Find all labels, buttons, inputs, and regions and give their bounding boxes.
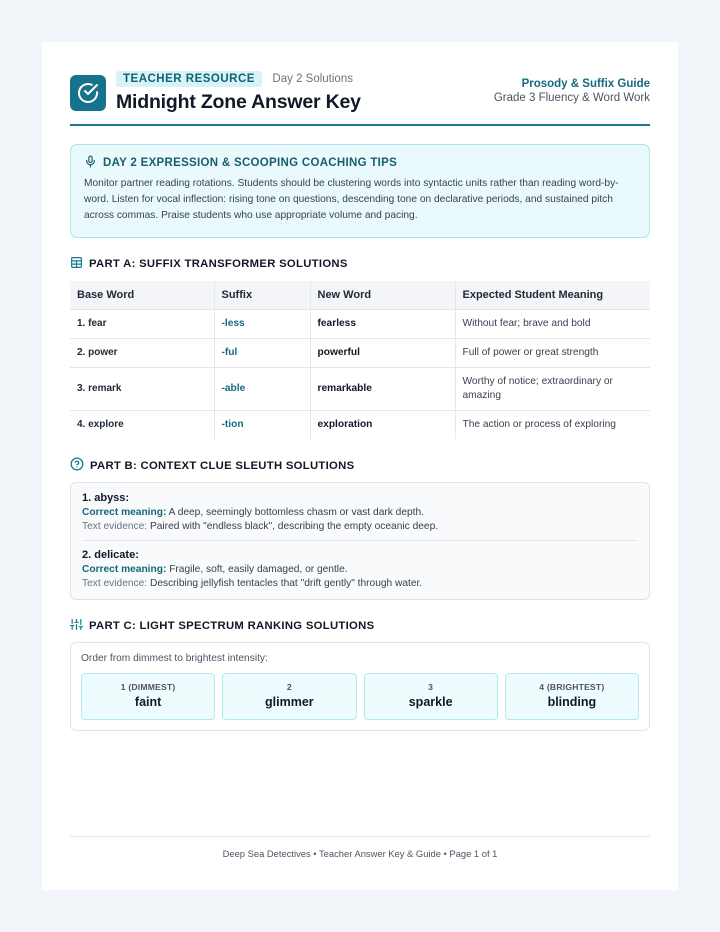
suffix-cell: -less bbox=[214, 309, 310, 338]
rank-word: blinding bbox=[547, 695, 597, 709]
column-header: Suffix bbox=[214, 281, 310, 309]
day-label: Day 2 Solutions bbox=[272, 72, 353, 85]
meaning-cell: Full of power or great strength bbox=[455, 338, 650, 367]
rank-word: sparkle bbox=[408, 695, 453, 709]
meaning-cell: The action or process of exploring bbox=[455, 410, 650, 439]
guide-title: Prosody & Suffix Guide bbox=[521, 78, 650, 90]
part-a-heading bbox=[70, 256, 650, 272]
base-word-cell: 3. remark bbox=[70, 367, 214, 410]
ranking-box bbox=[70, 642, 650, 731]
part-a-title: PART A: SUFFIX TRANSFORMER SOLUTIONS bbox=[89, 258, 348, 270]
correct-meaning-text: Fragile, soft, easily damaged, or gentle. bbox=[166, 564, 348, 575]
ranking-instructions: Order from dimmest to brightest intensity: bbox=[81, 653, 268, 664]
text-evidence-label: Text evidence: bbox=[82, 521, 148, 532]
table-row bbox=[70, 367, 650, 410]
column-header: Expected Student Meaning bbox=[455, 281, 650, 309]
new-word-cell: fearless bbox=[310, 309, 455, 338]
guide-subtitle: Grade 3 Fluency & Word Work bbox=[493, 92, 650, 104]
text-evidence-line bbox=[82, 521, 638, 532]
question-circle-icon bbox=[70, 457, 84, 474]
part-b-heading bbox=[70, 457, 650, 474]
page-footer: Deep Sea Detectives • Teacher Answer Key & Guide • Page 1 of 1 bbox=[70, 836, 650, 859]
rank-word: glimmer bbox=[265, 695, 314, 709]
new-word-cell: remarkable bbox=[310, 367, 455, 410]
suffix-cell: -ful bbox=[214, 338, 310, 367]
suffix-solutions-table bbox=[70, 281, 650, 439]
page-header bbox=[70, 70, 650, 126]
meaning-cell: Without fear; brave and bold bbox=[455, 309, 650, 338]
rank-number: 4 (BRIGHTEST) bbox=[539, 682, 605, 692]
rank-word: faint bbox=[134, 695, 162, 709]
context-clue-card bbox=[70, 482, 650, 600]
text-evidence-label: Text evidence: bbox=[82, 578, 148, 589]
text-evidence-line bbox=[82, 578, 638, 589]
column-header: New Word bbox=[310, 281, 455, 309]
divider bbox=[82, 540, 638, 541]
coaching-tips-text: Monitor partner reading rotations. Students should be clustering words into syntactic units rather than reading word-by-word. Listen for vocal inflection: rising tone on questions, descending tone on declarative periods, and sustained pitch across commas. Praise students who use appropriate volume and pacing. bbox=[84, 178, 619, 221]
list-item bbox=[82, 492, 638, 532]
coaching-tips-title: DAY 2 EXPRESSION & SCOOPING COACHING TIPS bbox=[103, 157, 398, 169]
meaning-cell: Worthy of notice; extraordinary or amazing bbox=[455, 367, 650, 410]
suffix-cell: -able bbox=[214, 367, 310, 410]
rank-number: 1 (DIMMEST) bbox=[120, 682, 176, 692]
vocab-word: 1. abyss: bbox=[82, 492, 130, 504]
vocab-word: 2. delicate: bbox=[82, 549, 139, 561]
ranking-row bbox=[81, 673, 639, 720]
base-word-cell: 2. power bbox=[70, 338, 214, 367]
part-b-title: PART B: CONTEXT CLUE SLEUTH SOLUTIONS bbox=[90, 459, 355, 472]
microphone-icon bbox=[84, 155, 97, 171]
page-title: Midnight Zone Answer Key bbox=[116, 91, 361, 113]
table-icon bbox=[70, 256, 83, 272]
sliders-icon bbox=[70, 618, 83, 634]
coaching-tips-box bbox=[70, 144, 650, 238]
rank-card bbox=[505, 673, 639, 720]
correct-meaning-label: Correct meaning: bbox=[82, 507, 167, 518]
new-word-cell: powerful bbox=[310, 338, 455, 367]
teacher-resource-badge: TEACHER RESOURCE bbox=[116, 71, 262, 87]
table-row bbox=[70, 309, 650, 338]
list-item bbox=[82, 549, 638, 589]
rank-number: 3 bbox=[428, 682, 434, 692]
column-header: Base Word bbox=[70, 281, 214, 309]
answer-key-page bbox=[42, 42, 678, 890]
table-row bbox=[70, 410, 650, 439]
base-word-cell: 4. explore bbox=[70, 410, 214, 439]
correct-meaning-line bbox=[82, 564, 638, 575]
table-header-row bbox=[70, 281, 650, 309]
rank-number: 2 bbox=[286, 682, 292, 692]
new-word-cell: exploration bbox=[310, 410, 455, 439]
rank-card bbox=[364, 673, 498, 720]
suffix-cell: -tion bbox=[214, 410, 310, 439]
text-evidence-text: Paired with "endless black", describing the empty oceanic deep. bbox=[147, 521, 439, 532]
check-circle-icon bbox=[70, 75, 106, 111]
rank-card bbox=[81, 673, 215, 720]
base-word-cell: 1. fear bbox=[70, 309, 214, 338]
correct-meaning-line bbox=[82, 507, 638, 518]
correct-meaning-label: Correct meaning: bbox=[82, 564, 167, 575]
part-c-title: PART C: LIGHT SPECTRUM RANKING SOLUTIONS bbox=[89, 620, 375, 632]
text-evidence-text: Describing jellyfish tentacles that "drift gently" through water. bbox=[147, 578, 423, 589]
correct-meaning-text: A deep, seemingly bottomless chasm or vast dark depth. bbox=[166, 507, 425, 518]
rank-card bbox=[222, 673, 356, 720]
part-c-heading bbox=[70, 618, 650, 634]
table-row bbox=[70, 338, 650, 367]
